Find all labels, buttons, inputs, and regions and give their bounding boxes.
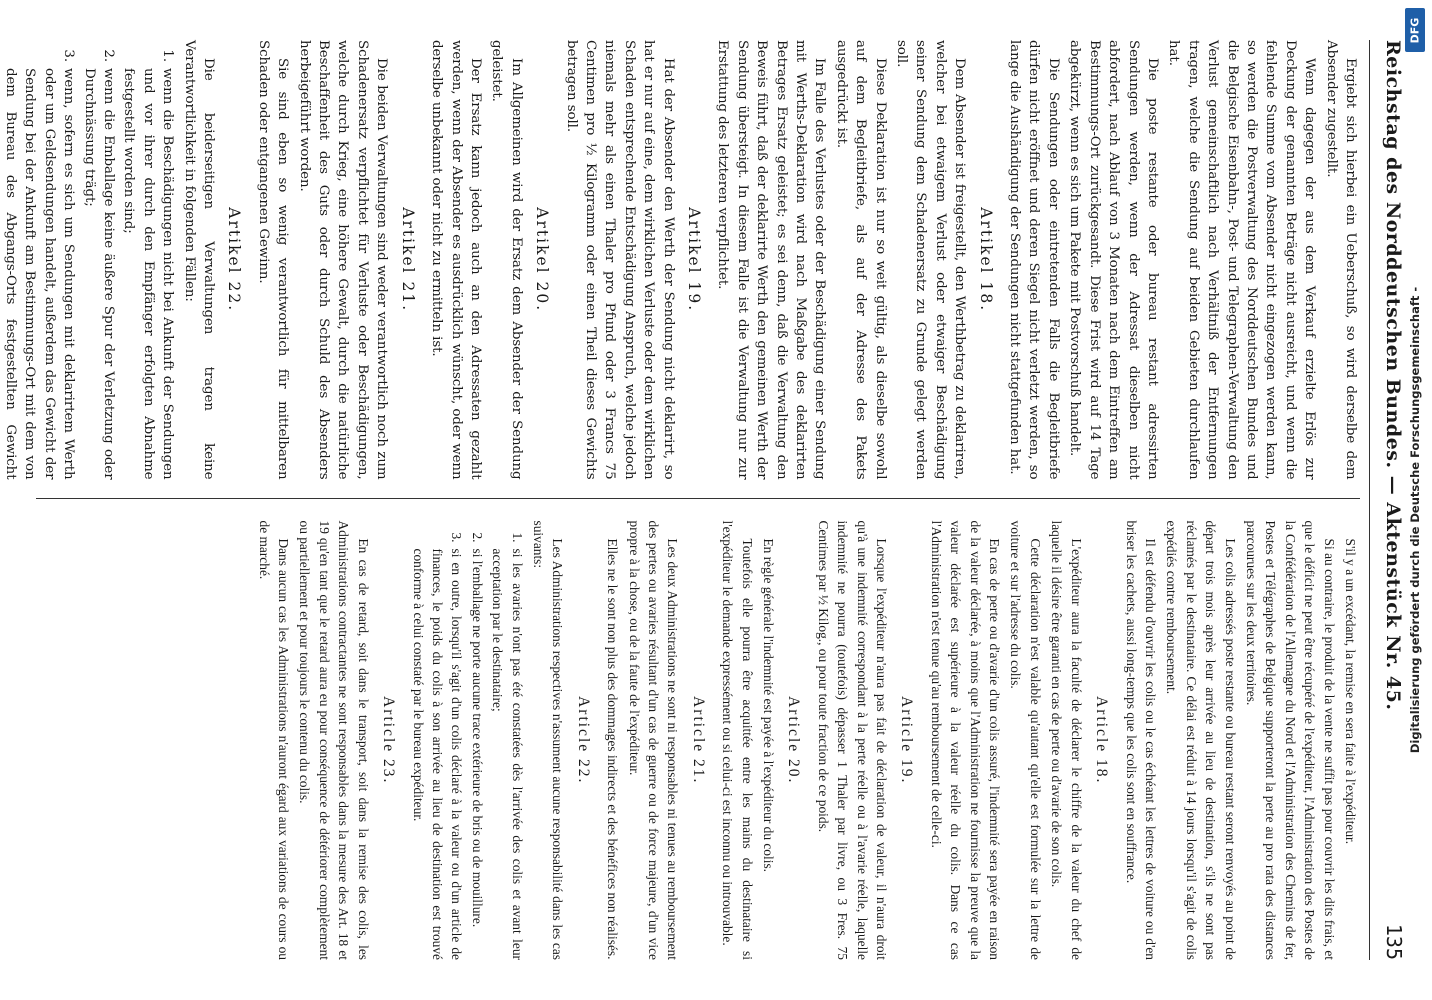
- paragraph: Les Administrations respectives n'assument aucune responsabilité dans les cas suivants:: [530, 520, 566, 960]
- article-title: Article 23.: [380, 696, 398, 785]
- article-title: Artikel 18.: [976, 207, 995, 313]
- page-number: 135: [1382, 923, 1406, 960]
- list-text: wenn die Emballage keine äußere Spur der Verletzung oder Durchnässung trägt;: [81, 68, 117, 480]
- article-title: Article 22.: [574, 696, 592, 785]
- paragraph: Die Sendungen oder eintretenden Falls die Begleitbriefe dürfen nicht eröffnet und deren Siegel nicht verletzt werden, so lange die Aushändigung der Sendungen nicht stattgefunden hat.: [1007, 40, 1061, 480]
- list-text: si en outre, lorsqu'il s'agit d'un colis déclaré à la valeur ou d'un article de finances, le poids du colis à son arrivée au lieu de destination est trouvé conforme à celui constaté par le bureau expéditeur.: [410, 548, 465, 960]
- paragraph: En cas de retard, soit dans le transport, soit dans la remise des colis, les Administrations contractantes ne sont responsables dans la mesure des Art. 18 et 19 qu'en tant que le retard aura eu pour conséquence de détériorer complètement ou partiellement et pour toujours le contenu du colis.: [297, 520, 371, 960]
- article-title: Article 20.: [785, 696, 803, 785]
- paragraph: Lorsque l'expéditeur n'aura pas fait de déclaration de valeur, il n'aura droit qu'à une indemnité correspondant à la perte réelle ou à l'avarie réelle, laquelle indemnité ne pourra (toutefois) dépasser 1 Thaler par livre, ou 3 Fres. 75 Centimes par ½ Kilog., ou pour toute fraction de ce poids.: [815, 520, 890, 960]
- article-title: Article 18.: [1093, 696, 1111, 785]
- paragraph: Cette déclaration n'est valable qu'autant qu'elle est formulée sur la lettre de voiture et sur l'adresse du colis.: [1008, 520, 1043, 960]
- list-number: 3.: [449, 532, 465, 543]
- paragraph: Hat der Absender den Werth der Sendung nicht deklarirt, so hat er nur auf eine, dem wirklichen Verluste oder dem wirklichen Schaden entsprechende Entschädigung Anspruch, welche jedoch niemals mehr als einen Thaler pro Pfund oder 3 Francs 75 Centimen pro ½ Kilogramm oder einen Theil dieses Gewichts betragen soll.: [563, 40, 676, 480]
- article-title: Artikel 20.: [533, 207, 552, 313]
- list-item: [408, 521, 466, 961]
- paragraph: S'il y a un excédant, la remise en sera faite à l'expéditeur.: [1343, 538, 1358, 845]
- page-header: [1369, 40, 1406, 960]
- dfg-logo-text: DFG: [1408, 17, 1422, 43]
- list-item: [0, 40, 78, 480]
- paragraph: L'expéditeur aura la faculté de déclarer le chiffre de la valeur du chef de laquelle il désire être garanti en cas de perte ou d'avarie de son colis.: [1049, 520, 1084, 960]
- paragraph: En cas de perte ou d'avarie d'un colis assuré, l'indemnité sera payée en raison de la valeur déclarée, à moins que l'Administration ne fournisse la preuve que la valeur déclarée est supérieure à la valeur réelle du colis. Dans ce cas l'Administration n'est tenue qu'au remboursement de celle-ci.: [928, 520, 1003, 960]
- paragraph: Les colis adressés poste restante ou bureau restant seront renvoyés au point de départ trois mois après leur arrivée au lieu de destination, s'ils ne sont pas réclamés par le destinataire. Ce délai est réduit à 14 jours lorsqu'il s'agit de colis expédiés contre remboursement.: [1164, 520, 1238, 960]
- list-item: [79, 40, 118, 480]
- list-item: [467, 521, 486, 961]
- paragraph: Die poste restante oder bureau restant adressirten Sendungen werden, wenn der Adressat dieselben nicht abfordert, nach Ablauf von 3 Monaten nach dem Eintreffen am Bestimmungs-Ort zurückgesandt. Diese Frist wird auf 14 Tage abgekürzt, wenn es sich um Pakete mit Postvorschuß handelt.: [1067, 40, 1160, 480]
- list-number: 2.: [101, 49, 117, 62]
- french-column: [36, 521, 1360, 961]
- paragraph: En règle générale l'indemnité est payée à l'expéditeur du colis.: [761, 538, 777, 873]
- paragraph: Im Allgemeinen wird der Ersatz dem Absender der Sendung geleistet.: [489, 40, 524, 480]
- list-number: 2.: [469, 532, 485, 543]
- text-columns: [3, 40, 1360, 960]
- paragraph: Wenn dagegen der aus dem Verkauf erzielte Erlös zur Deckung der genannten Beträge nicht ausreicht, und wenn die fehlende Summe vom Absender nicht eingezogen werden kann, so werden die Postverwaltung des Norddeutschen Bundes und die Belgische Eisenbahn-, Post- und Telegraphen-Verwaltung den Verlust gemeinschaftlich nach Verhältniß der Entfernungen tragen, welche die Sendung auf beiden Gebieten durchlaufen hat.: [1166, 40, 1318, 480]
- list-text: wenn, sofern es sich um Sendungen mit deklarirtem Werth oder um Geldsendungen handelt, außerdem das Gewicht der Sendung bei der Ankunft am Bestimmungs-Ort mit dem von dem Bureau des Abgangs-Orts festgestellten Gewicht: [3, 68, 77, 480]
- paragraph: Dans aucun cas les Administrations n'auront égard aux variations de cours ou de marché.: [256, 520, 292, 960]
- list-number: 1.: [509, 532, 525, 543]
- paragraph: Die beiderseitigen Verwaltungen tragen keine Verantwortlichkeit in folgenden Fällen:: [181, 40, 217, 480]
- paragraph: Elles ne le sont non plus des dommages indirects et des bénéfices non réalisés.: [605, 538, 621, 960]
- document-page: [3, 20, 1416, 980]
- list-text: si les avaries n'ont pas été constatées dès l'arrivée des colis et avant leur acceptation par le destinataire;: [490, 548, 525, 960]
- dfg-logo: [1405, 8, 1425, 52]
- german-column: [3, 40, 1360, 499]
- list-text: wenn die Beschädigungen nicht bei Ankunft der Sendungen und vor ihrer durch den Empfänger erfolgten Abnahme festgestellt worden sind;: [121, 68, 176, 480]
- running-title: Reichstag des Norddeutschen Bundes. — Aktenstück Nr. 45.: [1382, 40, 1404, 711]
- digitization-watermark: [1402, 0, 1428, 1000]
- article-title: Artikel 22.: [225, 207, 244, 313]
- article-title: Artikel 21.: [398, 207, 417, 313]
- list-text: si l'emballage ne porte aucune trace extérieure de bris ou de mouillure.: [469, 548, 485, 928]
- article-title: Article 19.: [898, 696, 916, 785]
- article-title: Article 21.: [689, 696, 707, 785]
- list-item: [119, 40, 177, 480]
- paragraph: Die beiden Verwaltungen sind weder verantwortlich noch zum Schadenersatz verpflichtet für Verluste oder Beschädigungen, welche durch Krieg, eine höhere Gewalt, durch die natürliche Beschaffenheit des Guts oder durch Schuld des Absenders herbeigeführt worden.: [296, 40, 390, 480]
- article-title: Artikel 19.: [685, 207, 703, 313]
- list-item: [488, 521, 527, 961]
- paragraph: Il est défendu d'ouvrir les colis ou le cas échéant les lettres de voiture ou d'en briser les cachets, aussi long-temps que les colis sont en souffrance.: [1123, 520, 1158, 960]
- paragraph: Im Falle des Verlustes oder der Beschädigung einer Sendung mit Werths-Deklaration wird nach Maßgabe des deklarirten Betrages Ersatz geleistet; es sei denn, daß die Verwaltung den Beweis führt, daß der deklarirte Werth den gemeinen Werth der Sendung übersteigt. In diesem Falle ist die Verwaltung nur zur Erstattung des letzteren verpflichtet.: [715, 40, 828, 480]
- paragraph: Sie sind eben so wenig verantwortlich für mittelbaren Schaden oder entgangenen Gewinn.: [255, 40, 291, 480]
- paragraph: Dem Absender ist freigestellt, den Werthbetrag zu deklariren, welcher bei etwaigem Verlust oder etwaiger Beschädigung seiner Sendung dem Schadenersatz zu Grunde gelegt werden soll.: [894, 40, 968, 480]
- list-number: 1.: [160, 49, 176, 62]
- paragraph: Toutefois elle pourra être acquittée entre les mains du destinataire si l'expéditeur le demande expressément ou si celui-ci est inconnu ou introuvable.: [720, 520, 755, 960]
- list-number: 3.: [61, 49, 77, 62]
- paragraph: Si au contraire, le produit de la vente ne suffit pas pour couvrir les dits frais, et que le déficit ne peut être récupéré de l'expéditeur, l'Administration des Postes de la Confédération de l'Allemagne du Nord et l'Administration des Chemins de fer, Postes et Télégraphes de Belgique supporteront la perte au pro rata des distances parcourues sur les deux territoires.: [1243, 520, 1337, 960]
- paragraph: Diese Deklaration ist nur so weit gültig, als dieselbe sowohl auf dem Begleitbriefe, als auf der Adresse des Pakets ausgedrückt ist.: [833, 40, 888, 480]
- paragraph: Ergiebt sich hierbei ein Ueberschuß, so wird derselbe dem Absender zugestellt.: [1323, 40, 1358, 480]
- paragraph: Les deux Administrations ne sont ni responsables ni tenues au remboursement des pertes ou avaries résultant d'un cas de guerre ou de force majeure, d'un vice propre à la chose, ou de la faute de l'expéditeur.: [626, 520, 681, 960]
- paragraph: Der Ersatz kann jedoch auch an den Adressaten gezahlt werden, wenn der Absender es ausdrücklich wünscht, oder wenn derselbe unbekannt oder nicht zu ermitteln ist.: [429, 40, 483, 480]
- watermark-text: Digitalisierung gefördert durch die Deutsche Forschungsgemeinschaft -: [1408, 286, 1422, 754]
